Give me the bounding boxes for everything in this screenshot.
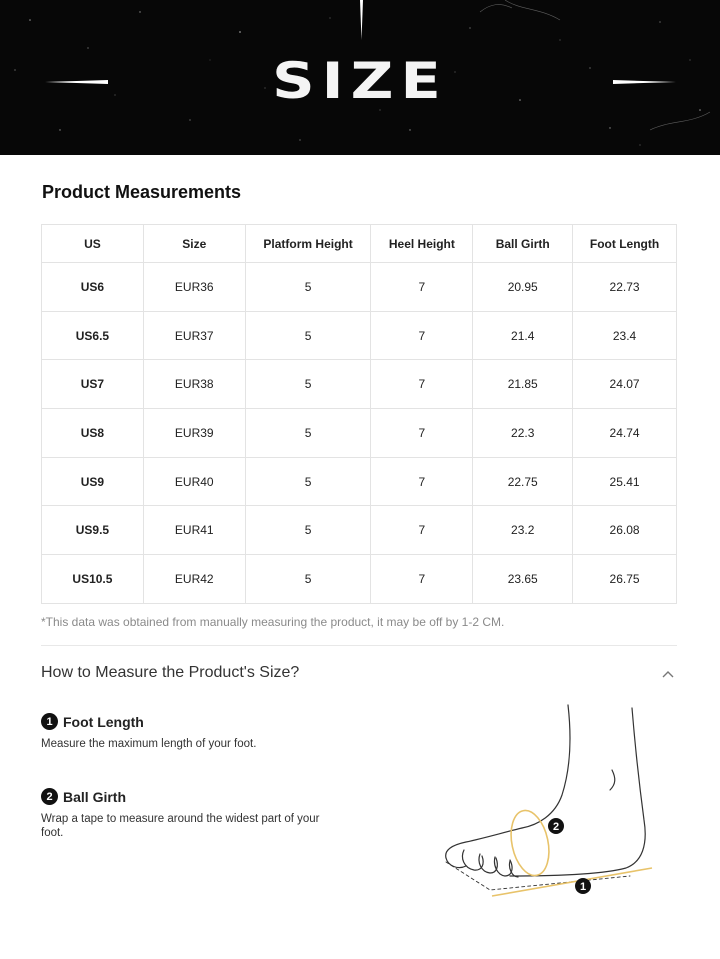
- cell-platform-height: 5: [245, 555, 371, 604]
- chevron-up-icon[interactable]: [661, 669, 675, 679]
- cell-size: EUR36: [143, 263, 245, 312]
- cell-ball-girth: 21.4: [473, 311, 573, 360]
- marker-girth-label: 2: [552, 821, 560, 833]
- table-row: [42, 311, 677, 360]
- cell-platform-height: 5: [245, 457, 371, 506]
- cell-foot-length: 25.41: [573, 457, 677, 506]
- table-row: [42, 555, 677, 604]
- cell-us: US9.5: [42, 506, 144, 555]
- header-ball-girth: Ball Girth: [473, 225, 573, 263]
- cell-size: EUR38: [143, 360, 245, 409]
- step-foot-length: [41, 713, 331, 751]
- step-number-badge: 1: [41, 713, 58, 730]
- cell-platform-height: 5: [245, 360, 371, 409]
- cell-platform-height: 5: [245, 409, 371, 458]
- table-row: [42, 263, 677, 312]
- header-us: US: [42, 225, 144, 263]
- cell-ball-girth: 22.3: [473, 409, 573, 458]
- cell-ball-girth: 23.65: [473, 555, 573, 604]
- foot-measurement-illustration: [430, 700, 670, 910]
- cell-us: US10.5: [42, 555, 144, 604]
- cell-foot-length: 24.74: [573, 409, 677, 458]
- measurement-note: *This data was obtained from manually measuring the product, it may be off by 1-2 CM.: [41, 615, 505, 629]
- divider: [41, 645, 677, 646]
- header-size: Size: [143, 225, 245, 263]
- cell-platform-height: 5: [245, 506, 371, 555]
- cell-heel-height: 7: [371, 311, 473, 360]
- banner-title: SIZE: [272, 52, 448, 110]
- size-table: [41, 224, 677, 604]
- cell-foot-length: 24.07: [573, 360, 677, 409]
- step-number-badge: 2: [41, 788, 58, 805]
- step-ball-girth: [41, 788, 331, 840]
- marker-length-label: 1: [579, 881, 587, 893]
- cell-us: US9: [42, 457, 144, 506]
- howto-title[interactable]: How to Measure the Product's Size?: [41, 664, 300, 681]
- top-spike-decoration: [360, 0, 363, 40]
- header-heel-height: Heel Height: [371, 225, 473, 263]
- cell-heel-height: 7: [371, 409, 473, 458]
- cell-foot-length: 23.4: [573, 311, 677, 360]
- step-description: Wrap a tape to measure around the widest part of your foot.: [41, 813, 320, 839]
- cell-size: EUR37: [143, 311, 245, 360]
- cell-size: EUR41: [143, 506, 245, 555]
- cell-platform-height: 5: [245, 311, 371, 360]
- header-foot-length: Foot Length: [573, 225, 677, 263]
- cell-us: US6: [42, 263, 144, 312]
- step-description: Measure the maximum length of your foot.: [41, 738, 257, 750]
- cell-heel-height: 7: [371, 457, 473, 506]
- step-label: Foot Length: [63, 713, 144, 730]
- header-platform-height: Platform Height: [245, 225, 371, 263]
- table-header-row: [42, 225, 677, 263]
- cell-foot-length: 22.73: [573, 263, 677, 312]
- cell-size: EUR40: [143, 457, 245, 506]
- cell-heel-height: 7: [371, 555, 473, 604]
- cell-foot-length: 26.75: [573, 555, 677, 604]
- cell-foot-length: 26.08: [573, 506, 677, 555]
- cell-ball-girth: 20.95: [473, 263, 573, 312]
- table-row: [42, 409, 677, 458]
- table-row: [42, 506, 677, 555]
- cell-us: US8: [42, 409, 144, 458]
- cell-ball-girth: 22.75: [473, 457, 573, 506]
- size-banner: [0, 0, 720, 155]
- cell-size: EUR42: [143, 555, 245, 604]
- cell-heel-height: 7: [371, 360, 473, 409]
- cell-ball-girth: 23.2: [473, 506, 573, 555]
- cell-us: US7: [42, 360, 144, 409]
- section-title: Product Measurements: [42, 182, 242, 202]
- cell-platform-height: 5: [245, 263, 371, 312]
- cell-heel-height: 7: [371, 263, 473, 312]
- cell-us: US6.5: [42, 311, 144, 360]
- table-row: [42, 360, 677, 409]
- cell-size: EUR39: [143, 409, 245, 458]
- cell-ball-girth: 21.85: [473, 360, 573, 409]
- cell-heel-height: 7: [371, 506, 473, 555]
- step-label: Ball Girth: [63, 788, 127, 805]
- table-row: [42, 457, 677, 506]
